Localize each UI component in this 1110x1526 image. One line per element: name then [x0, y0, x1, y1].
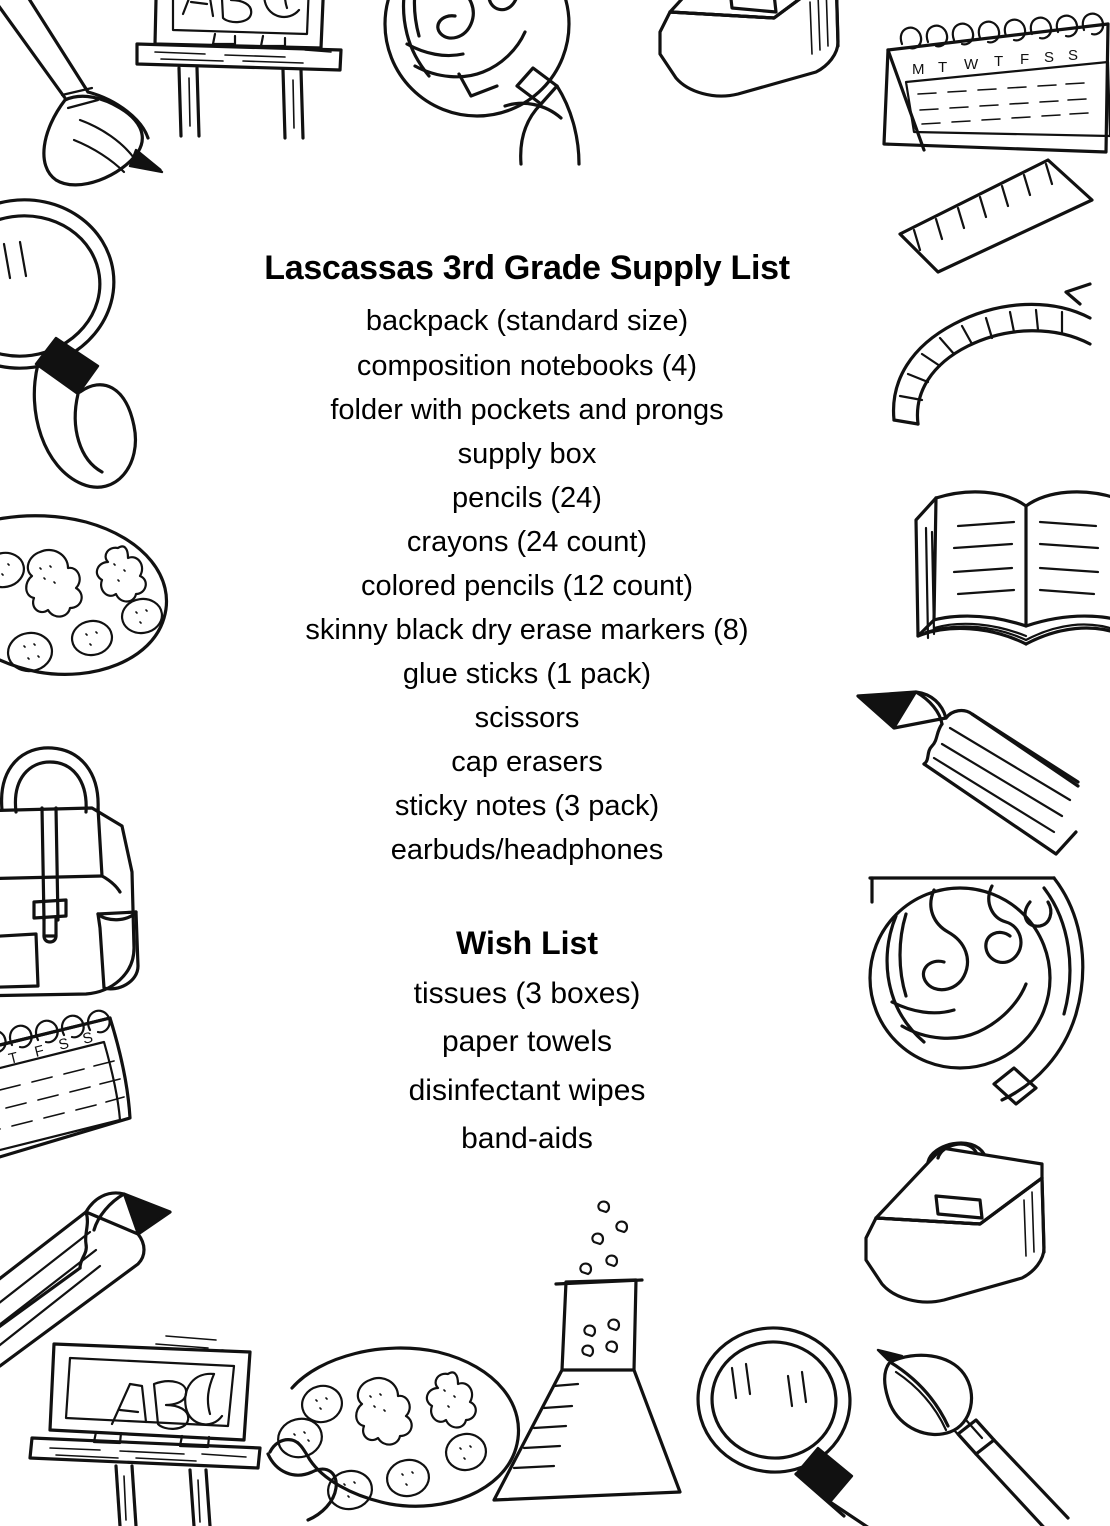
- list-item: colored pencils (12 count): [360, 569, 694, 602]
- paint-palette-icon: [0, 512, 198, 692]
- globe-icon: [385, 0, 645, 178]
- supply-list-content: [207, 248, 847, 1164]
- list-item: sticky notes (3 pack): [394, 790, 660, 823]
- calendar-day-label: T: [938, 59, 948, 76]
- globe-icon: [868, 874, 1098, 1104]
- calendar-day-label: S: [80, 1028, 95, 1048]
- calendar-day-label: W: [964, 56, 979, 73]
- protractor-icon: [890, 288, 1090, 438]
- magnifying-glass-icon: [0, 196, 174, 496]
- paintbrush-icon: [872, 1334, 1072, 1514]
- wish-list-items: [207, 970, 847, 1164]
- list-item: earbuds/headphones: [390, 834, 664, 867]
- briefcase-icon: [640, 0, 870, 144]
- list-item: backpack (standard size): [365, 305, 689, 338]
- list-item: glue sticks (1 pack): [402, 658, 652, 691]
- calendar-day-label: S: [56, 1034, 71, 1054]
- calendar-day-label: M: [912, 61, 925, 78]
- list-item: skinny black dry erase markers (8): [305, 614, 749, 647]
- calendar-day-label: S: [1068, 47, 1079, 64]
- chalkboard-abc-icon: [36, 1326, 296, 1526]
- paintbrush-icon: [0, 0, 200, 200]
- chalkboard-abc-icon: [135, 0, 365, 156]
- backpack-icon: [0, 752, 176, 1012]
- list-item: crayons (24 count): [406, 525, 648, 558]
- calendar-day-label: S: [1044, 49, 1055, 66]
- list-item: scissors: [474, 702, 580, 735]
- pencil-icon: [0, 1198, 204, 1378]
- calendar-icon: [0, 1010, 172, 1180]
- list-item: disinfectant wipes: [408, 1073, 646, 1107]
- calendar-day-label: F: [1020, 51, 1030, 68]
- supply-list-items: [207, 299, 847, 872]
- wish-list-title: Wish List: [456, 925, 598, 962]
- page-title: Lascassas 3rd Grade Supply List: [264, 249, 790, 287]
- list-item: composition notebooks (4): [356, 349, 698, 382]
- list-item: tissues (3 boxes): [413, 976, 641, 1010]
- list-item: supply box: [457, 437, 597, 470]
- paint-palette-icon: [262, 1330, 532, 1520]
- calendar-icon: [880, 12, 1110, 162]
- flask-icon: [466, 1286, 696, 1506]
- open-book-icon: [892, 468, 1092, 668]
- calendar-day-label: T: [994, 53, 1004, 70]
- calendar-day-label: T: [6, 1049, 20, 1068]
- ruler-icon: [892, 168, 1092, 308]
- list-item: cap erasers: [451, 746, 603, 779]
- list-item: pencils (24): [452, 481, 602, 514]
- list-item: folder with pockets and prongs: [330, 393, 724, 426]
- calendar-day-label: F: [32, 1042, 46, 1061]
- list-item: paper towels: [441, 1025, 613, 1059]
- briefcase-icon: [886, 1136, 1106, 1316]
- magnifying-glass-icon: [692, 1320, 912, 1520]
- pencil-icon: [846, 674, 1076, 874]
- section-spacer: [207, 872, 847, 924]
- list-item: band-aids: [461, 1122, 593, 1156]
